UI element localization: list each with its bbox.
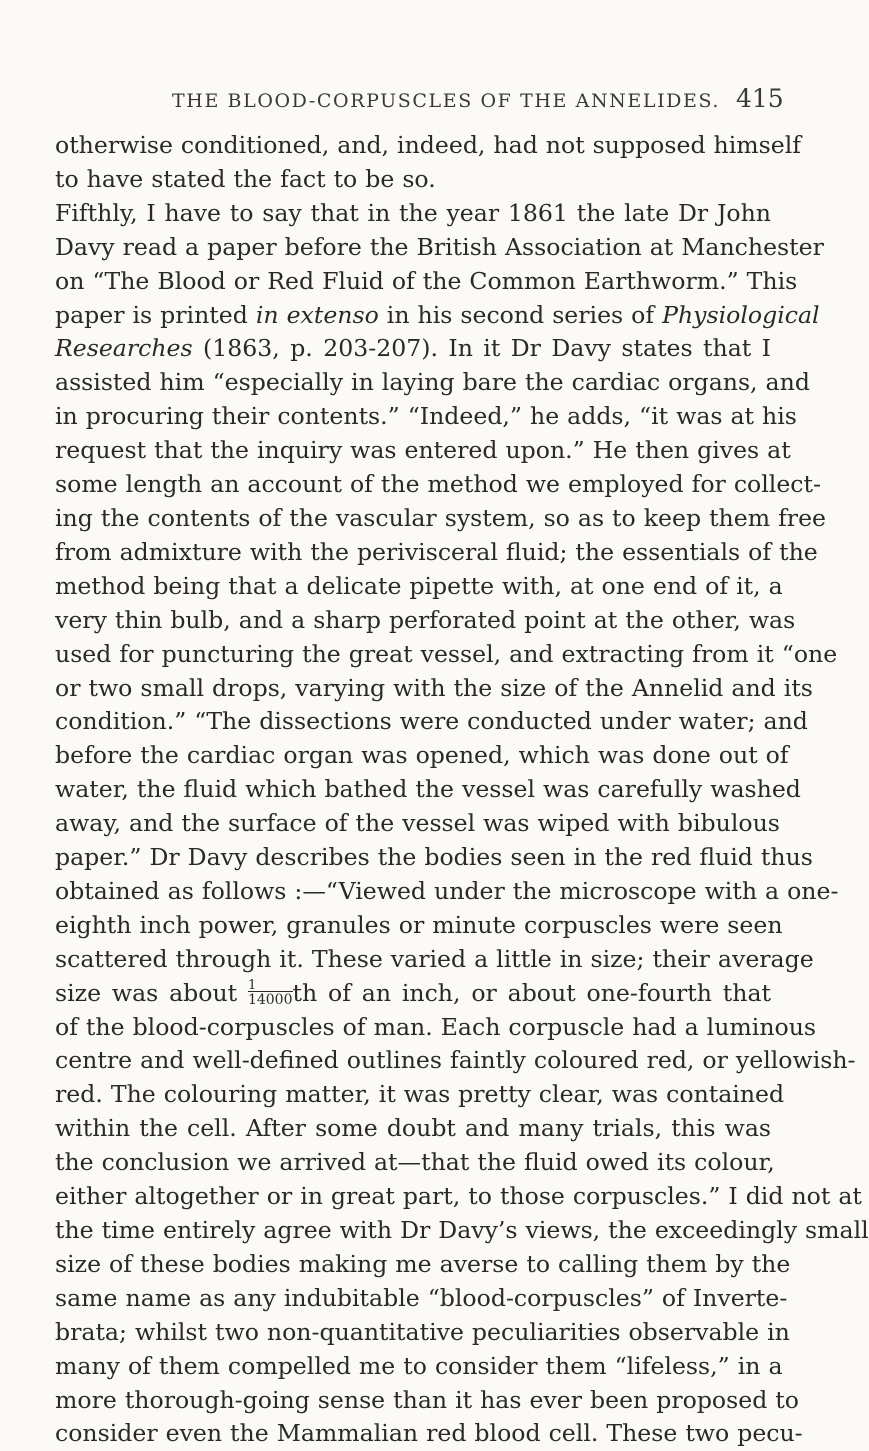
fraction-denominator: 14000 bbox=[247, 991, 293, 1008]
text-line: obtained as follows :—“Viewed under the microscope with a one- bbox=[55, 876, 839, 905]
text-line: brata; whilst two non-quantitative peculiarities observable in bbox=[55, 1317, 790, 1346]
text-line bbox=[55, 977, 771, 1011]
text-line: eighth inch power, granules or minute corpuscles were seen bbox=[55, 910, 783, 939]
text-segment: th of an inch, or about one-fourth that bbox=[292, 978, 771, 1007]
text-line: method being that a delicate pipette with, at one end of it, a bbox=[55, 571, 783, 600]
text-line: the conclusion we arrived at—that the fluid owed its colour, bbox=[55, 1148, 775, 1177]
text-line: from admixture with the perivisceral fluid; the essentials of the bbox=[55, 537, 818, 566]
text-segment: (1863, p. 203-207). In it Dr Davy states that I bbox=[192, 334, 771, 363]
running-head bbox=[0, 84, 800, 120]
text-line: used for puncturing the great vessel, and extracting from it “one bbox=[55, 639, 838, 668]
text-line: red. The colouring matter, it was pretty clear, was contained bbox=[55, 1080, 785, 1109]
text-line: same name as any indubitable “blood-corpuscles” of Inverte- bbox=[55, 1283, 788, 1312]
text-line: Davy read a paper before the British Association at Manchester bbox=[55, 232, 824, 261]
text-line: either altogether or in great part, to those corpuscles.” I did not at bbox=[55, 1182, 862, 1211]
text-segment: in his second series of bbox=[378, 300, 663, 329]
text-line bbox=[55, 299, 820, 333]
text-line: water, the fluid which bathed the vessel was carefully washed bbox=[55, 775, 801, 804]
text-line: in procuring their contents.” “Indeed,” he adds, “it was at his bbox=[55, 402, 797, 431]
italic-title: Physiological bbox=[662, 300, 820, 329]
text-line: more thorough-going sense than it has ever been proposed to bbox=[55, 1385, 799, 1414]
italic-title: Researches bbox=[55, 334, 193, 363]
text-line: the time entirely agree with Dr Davy’s views, the exceedingly small bbox=[55, 1216, 869, 1244]
text-line: scattered through it. These varied a little in size; their average bbox=[55, 944, 814, 973]
text-line: before the cardiac organ was opened, which was done out of bbox=[55, 741, 789, 770]
text-line: on “The Blood or Red Fluid of the Common Earthworm.” This bbox=[55, 266, 798, 295]
fraction-numerator: 1 bbox=[247, 977, 257, 993]
text-line: centre and well-defined outlines faintly coloured red, or yellowish- bbox=[55, 1046, 856, 1075]
text-line: consider even the Mammalian red blood cell. These two pecu- bbox=[55, 1419, 803, 1448]
text-segment: paper is printed bbox=[55, 300, 256, 329]
italic-phrase: in extenso bbox=[255, 300, 379, 329]
text-line: some length an account of the method we employed for collect- bbox=[55, 470, 821, 499]
text-line: within the cell. After some doubt and many trials, this was bbox=[55, 1114, 771, 1143]
text-line: or two small drops, varying with the size of the Annelid and its bbox=[55, 673, 813, 702]
text-segment: size was about bbox=[55, 978, 248, 1007]
text-line: otherwise conditioned, and, indeed, had not supposed himself bbox=[55, 131, 802, 159]
text-line: assisted him “especially in laying bare the cardiac organs, and bbox=[55, 368, 810, 397]
fraction bbox=[248, 979, 293, 1007]
text-line: many of them compelled me to consider them “lifeless,” in a bbox=[55, 1351, 783, 1380]
text-line bbox=[55, 332, 771, 366]
page-number: 415 bbox=[736, 84, 784, 113]
running-title: THE BLOOD-CORPUSCLES OF THE ANNELIDES. bbox=[172, 90, 721, 112]
body-text bbox=[55, 129, 869, 1451]
text-line: Fifthly, I have to say that in the year 1861 the late Dr John bbox=[55, 198, 771, 227]
text-line: to have stated the fact to be so. bbox=[55, 164, 436, 193]
text-line: away, and the surface of the vessel was wiped with bibulous bbox=[55, 809, 780, 838]
text-line: ing the contents of the vascular system, so as to keep them free bbox=[55, 503, 827, 532]
text-line: size of these bodies making me averse to calling them by the bbox=[55, 1249, 791, 1278]
text-line: paper.” Dr Davy describes the bodies seen in the red fluid thus bbox=[55, 843, 813, 872]
text-line: condition.” “The dissections were conducted under water; and bbox=[55, 707, 808, 736]
text-line: request that the inquiry was entered upon.” He then gives at bbox=[55, 436, 791, 465]
text-line: of the blood-corpuscles of man. Each corpuscle had a luminous bbox=[55, 1012, 817, 1041]
text-line: very thin bulb, and a sharp perforated point at the other, was bbox=[55, 605, 796, 634]
